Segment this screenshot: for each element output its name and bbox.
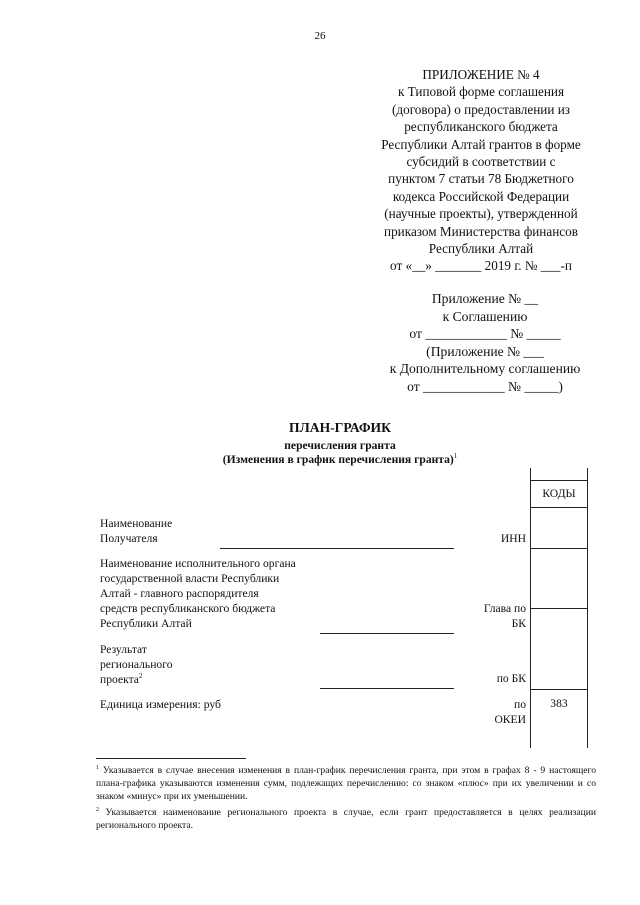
footnote-mark: 1 xyxy=(96,764,99,771)
footnote-ref: 2 xyxy=(138,672,143,681)
footnote-mark: 2 xyxy=(96,806,99,813)
footnote-ref: 1 xyxy=(453,452,458,461)
attachment-line: к Соглашению xyxy=(442,308,528,324)
attachment-line: от ____________ № _____ xyxy=(409,326,561,342)
appendix-line: к Типовой форме соглашения xyxy=(397,84,565,100)
appendix-line: Республики Алтай xyxy=(428,241,534,257)
glava-bk-label xyxy=(460,601,526,631)
appendix-line: ПРИЛОЖЕНИЕ № 4 xyxy=(422,67,540,82)
authority-label xyxy=(100,556,296,631)
recipient-underline xyxy=(220,548,454,549)
codes-divider xyxy=(531,689,587,690)
codes-divider xyxy=(531,548,587,549)
page-number: 26 xyxy=(314,30,326,42)
regional-project-underline xyxy=(320,688,454,689)
po-bk-label: по БК xyxy=(496,672,526,685)
codes-header: КОДЫ xyxy=(531,480,587,508)
recipient-label xyxy=(100,516,172,546)
authority-underline xyxy=(320,633,454,634)
appendix-line: от «__» _______ 2019 г. № ___-п xyxy=(390,258,572,274)
appendix-line: пунктом 7 статьи 78 Бюджетного xyxy=(388,171,574,187)
okei-label-line: по xyxy=(513,698,526,711)
authority-label-line: государственной власти Республики xyxy=(100,572,280,585)
glava-bk-line: БК xyxy=(511,617,526,630)
okei-code: 383 xyxy=(550,697,568,710)
inn-label: ИНН xyxy=(500,532,526,545)
appendix-line: субсидий в соответствии с xyxy=(406,154,556,170)
attachment-line: (Приложение № ___ xyxy=(426,343,544,359)
recipient-label-line: Наименование xyxy=(100,517,173,530)
unit-label: Единица измерения: руб xyxy=(100,698,221,711)
footnote-text: Указывается наименование регионального проекта в случае, если грант предоставляется в целях реализации регионального проекта. xyxy=(96,807,597,832)
codes-column xyxy=(530,468,588,748)
footnote-2 xyxy=(96,806,596,832)
appendix-header xyxy=(350,66,612,275)
document-subtitle: перечисления гранта xyxy=(284,439,396,452)
document-subtitle-changes xyxy=(100,453,580,466)
regional-project-line: регионального xyxy=(100,658,173,671)
okei-label xyxy=(470,697,526,727)
regional-project-line-last xyxy=(100,672,173,687)
document-title: ПЛАН-ГРАФИК xyxy=(289,420,391,435)
footnote-1 xyxy=(96,764,596,804)
attachment-line: от ____________ № _____) xyxy=(407,378,563,394)
attachment-line: к Дополнительному соглашению xyxy=(389,361,581,377)
codes-divider xyxy=(531,608,587,609)
okei-label-line: ОКЕИ xyxy=(494,713,526,726)
attachment-line: Приложение № __ xyxy=(431,291,539,306)
appendix-line: (научные проекты), утвержденной xyxy=(384,206,578,222)
glava-bk-line: Глава по xyxy=(483,602,526,615)
appendix-line: приказом Министерства финансов xyxy=(384,223,578,239)
appendix-line: (договора) о предоставлении из xyxy=(392,101,570,117)
subtitle-changes-text: (Изменения в график перечисления гранта) xyxy=(222,453,454,466)
appendix-line: кодекса Российской Федерации xyxy=(392,188,570,204)
attachment-block xyxy=(360,290,610,396)
regional-project-line: проекта xyxy=(100,673,139,686)
authority-label-line: Республики Алтай xyxy=(100,617,192,630)
regional-project-label xyxy=(100,642,173,687)
recipient-label-line: Получателя xyxy=(100,532,158,545)
regional-project-line: Результат xyxy=(100,643,147,656)
appendix-line: Республики Алтай грантов в форме xyxy=(381,136,581,152)
appendix-line: республиканского бюджета xyxy=(404,119,558,135)
authority-label-line: Алтай - главного распорядителя xyxy=(100,587,259,600)
authority-label-line: Наименование исполнительного органа xyxy=(100,557,296,570)
footnote-text: Указывается в случае внесения изменения в план-график перечисления гранта, при этом в графах 8 - 9 настоящего плана-графика указываются изменения сумм, подлежащих перечислению: со знаком «плюс» при их увеличении и со знаком «минус» при их уменьшении. xyxy=(96,765,596,803)
authority-label-line: средств республиканского бюджета xyxy=(100,602,276,615)
footnote-separator xyxy=(96,758,246,759)
